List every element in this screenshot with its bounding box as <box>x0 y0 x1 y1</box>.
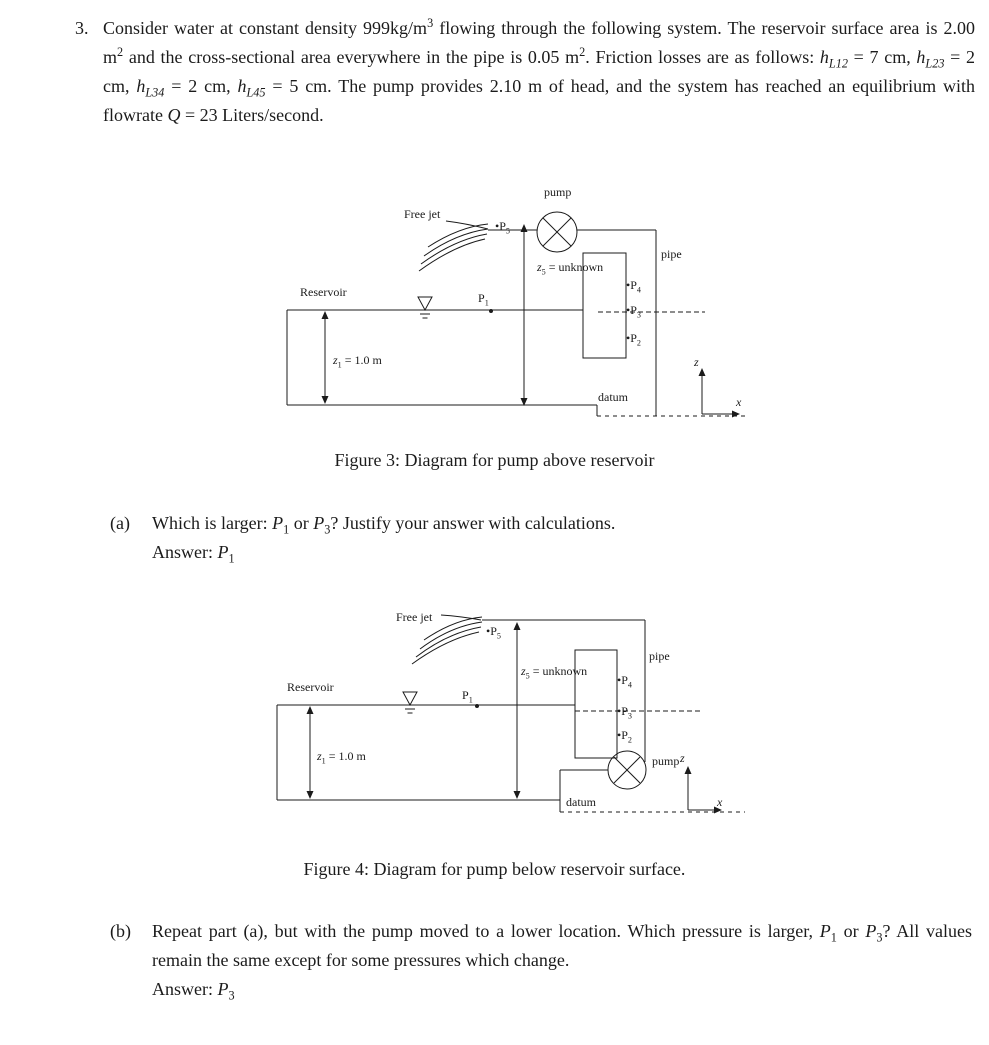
part-a-answer: Answer: $P_1$ <box>152 542 235 566</box>
figure3-axes <box>699 368 741 418</box>
point4-label: $•P_4$ <box>617 673 632 690</box>
z-axis-label: z <box>680 751 685 765</box>
figure3-diagram <box>280 185 760 435</box>
problem-text: Consider water at constant density $999kg/m^3$ flowing through the following system. The reservoir surface area is 2.00 $m^2$ and the cross-sectional area everywhere in the pipe is 0.05 $m^2$. Friction losses are as follows: $h_{L12} = 7$ cm, $h_{L23} = 2$ cm, $h_{L34} = 2$ cm, $h_{L45} = 5$ cm. The pump provides 2.10 m of head, and the system has reached an equilibrium with flowrate Q = 23 Liters/second. <box>103 16 975 125</box>
point2-label: $•P_2$ <box>626 331 641 348</box>
figure3-caption: Figure 3: Diagram for pump above reservoir <box>334 450 655 470</box>
part-a <box>110 509 972 567</box>
figure4-z1-dimension <box>307 706 314 799</box>
point4-label: $•P_4$ <box>626 278 641 295</box>
point3-label: $•P_3$ <box>626 303 641 320</box>
point1-dot <box>489 309 493 313</box>
part-b-answer: Answer: $P_3$ <box>152 979 235 1003</box>
point5-label: $•P_5$ <box>486 624 501 641</box>
point3-label: $•P_3$ <box>617 704 632 721</box>
figure3-free-jet <box>419 221 488 271</box>
point1-label: $P_1$ <box>462 688 473 705</box>
datum-label: datum <box>566 795 596 809</box>
part-a-label: (a) <box>110 513 130 533</box>
point2-label: $•P_2$ <box>617 728 632 745</box>
figure4-pipe <box>482 620 645 770</box>
figure3-pipe <box>488 230 656 416</box>
point1-label: $P_1$ <box>478 291 489 308</box>
z5-label: $z_5$ = unknown <box>521 664 588 681</box>
pump-label: pump <box>652 754 680 768</box>
figure3-z5-dimension <box>521 224 528 406</box>
pipe-label: pipe <box>649 649 670 663</box>
reservoir-label: Reservoir <box>300 285 347 299</box>
z1-label: $z_1 = 1.0$ m <box>333 353 382 370</box>
datum-label: datum <box>598 390 628 404</box>
z1-label: $z_1 = 1.0$ m <box>317 749 366 766</box>
figure3-z1-dimension <box>322 311 329 404</box>
point1-dot <box>475 704 479 708</box>
x-axis-label: x <box>717 795 723 809</box>
figure4-diagram <box>270 608 755 848</box>
pump-label: pump <box>544 185 572 199</box>
problem-number: 3. <box>75 18 89 38</box>
figure3-pump-symbol <box>537 212 577 252</box>
part-b-label: (b) <box>110 921 131 941</box>
point5-label: $•P_5$ <box>495 219 510 236</box>
figure4-schematic <box>270 608 755 848</box>
z-axis-label: z <box>694 355 699 369</box>
x-axis-label: x <box>736 395 742 409</box>
figure4-z5-dimension <box>514 622 521 799</box>
pipe-label: pipe <box>661 247 682 261</box>
free-jet-label: Free jet <box>396 610 433 624</box>
figure3-schematic <box>280 185 760 435</box>
problem-statement <box>75 14 975 130</box>
figure4-pump-symbol <box>608 751 646 789</box>
z5-label: $z_5$ = unknown <box>537 260 604 277</box>
part-a-question: Which is larger: $P_1$ or $P_3$? Justify your answer with calculations. <box>152 513 616 537</box>
part-b-question: Repeat part (a), but with the pump moved to a lower location. Which pressure is larger, $P_1$ or $P_3$? All values remain the same except for some pressures which change. <box>152 921 972 970</box>
free-jet-label: Free jet <box>404 207 441 221</box>
figure4-caption: Figure 4: Diagram for pump below reservoir surface. <box>303 859 686 879</box>
reservoir-label: Reservoir <box>287 680 334 694</box>
part-b <box>110 917 972 1004</box>
